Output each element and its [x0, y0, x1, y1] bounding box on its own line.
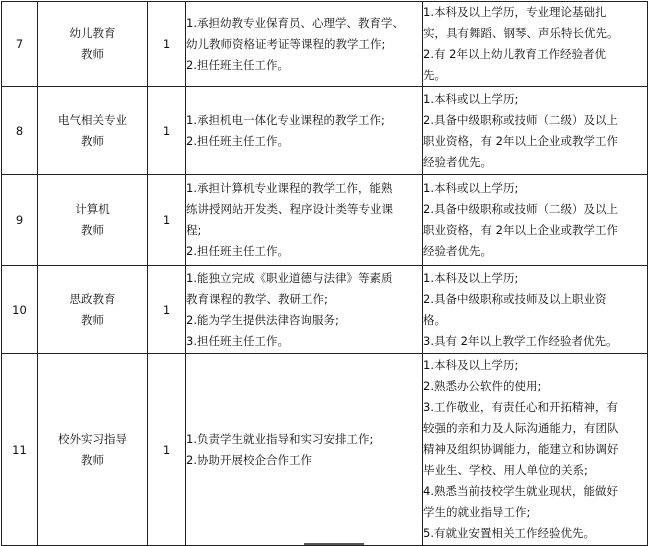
row-number: 10 [2, 266, 38, 354]
requirement-line: 经验者优先。 [423, 244, 492, 258]
requirement-line: 职业资格，有 2年以上企业或教学工作 [423, 133, 618, 148]
position-line: 教师 [81, 223, 104, 237]
duty-line: 1.承担机电一体化专业课程的教学工作; [186, 112, 385, 127]
requirement-line: 3.具有 2年以上教学工作经验者优先。 [423, 333, 618, 348]
duty-line: 练讲授网站开发类、程序设计类等专业课 [186, 202, 393, 216]
requirement-line: 实，具有舞蹈、钢琴、声乐特长优先。 [423, 26, 619, 40]
row-number: 9 [2, 175, 38, 266]
row-number: 7 [2, 2, 38, 87]
duty-line: 2.担任班主任工作。 [186, 244, 289, 258]
position-line: 教师 [81, 47, 104, 61]
position-line: 幼儿教育 [69, 26, 116, 40]
duty-line: 2.协助开展校企合作工作 [186, 452, 312, 467]
requirement-line: 格。 [423, 312, 446, 327]
job-requirements [423, 87, 648, 175]
requirement-line: 1.本科及以上学历，专业理论基础扎 [423, 5, 607, 19]
duty-line: 2.担任班主任工作。 [186, 133, 289, 148]
headcount: 1 [148, 2, 186, 87]
job-duties [186, 354, 423, 546]
requirement-line: 先。 [423, 68, 446, 82]
duty-line: 1.能独立完成《职业道德与法律》等素质 [186, 270, 393, 285]
requirement-line: 经验者优先。 [423, 154, 492, 169]
job-duties [186, 2, 423, 87]
job-requirements [423, 266, 648, 354]
position-name [38, 175, 148, 266]
table-body [2, 2, 648, 546]
requirement-line: 较强的亲和力及人际沟通能力，有团队 [423, 421, 619, 435]
position-name [38, 87, 148, 175]
headcount: 1 [148, 266, 186, 354]
duty-line: 程; [186, 223, 202, 237]
job-requirements [423, 2, 648, 87]
table-row [2, 354, 648, 546]
job-duties [186, 175, 423, 266]
requirement-line: 精神及组织协调能力，能建立和协调好 [423, 442, 619, 456]
page-bottom-mark [304, 543, 364, 545]
position-line: 教师 [81, 133, 104, 148]
position-line: 校外实习指导 [58, 431, 127, 446]
requirement-line: 职业资格，有 2年以上企业或教学工作 [423, 223, 618, 237]
headcount: 1 [148, 175, 186, 266]
job-duties [186, 87, 423, 175]
job-requirements [423, 354, 648, 546]
position-line: 电气相关专业 [58, 112, 127, 127]
position-name [38, 266, 148, 354]
headcount: 1 [148, 354, 186, 546]
requirement-line: 4.熟悉当前技校学生就业现状，能做好 [423, 484, 618, 498]
requirement-line: 1.本科或以上学历; [423, 181, 519, 195]
requirement-line: 2.有 2年以上幼儿教育工作经验者优 [423, 47, 606, 61]
job-requirements [423, 175, 648, 266]
position-name [38, 2, 148, 87]
requirement-line: 学生的就业指导工作; [423, 505, 531, 519]
requirement-line: 1.本科及以上学历; [423, 270, 519, 285]
requirement-line: 2.具备中级职称或技师（二级）及以上 [423, 112, 618, 127]
requirement-line: 2.熟悉办公软件的使用; [423, 379, 542, 393]
table-row [2, 266, 648, 354]
position-line: 教师 [81, 312, 104, 327]
position-line: 思政教育 [69, 291, 116, 306]
duty-line: 1.负责学生就业指导和实习安排工作; [186, 431, 374, 446]
duty-line: 2.担任班主任工作。 [186, 57, 289, 72]
position-name [38, 354, 148, 546]
requirement-line: 2.具备中级职称或技师（二级）及以上 [423, 202, 618, 216]
requirement-line: 毕业生、学校、用人单位的关系; [423, 463, 588, 477]
table-row [2, 175, 648, 266]
duty-line: 1.承担幼教专业保育员、心理学、教育学、 [186, 15, 404, 30]
headcount: 1 [148, 87, 186, 175]
position-line: 教师 [81, 452, 104, 467]
job-duties [186, 266, 423, 354]
recruitment-table [1, 1, 648, 546]
requirement-line: 5.有就业安置相关工作经验优先。 [423, 526, 595, 540]
duty-line: 幼儿教师资格证考证等课程的教学工作; [186, 36, 386, 51]
requirement-line: 1.本科或以上学历; [423, 91, 519, 106]
position-line: 计算机 [75, 202, 110, 216]
duty-line: 2.能为学生提供法律咨询服务; [186, 312, 339, 327]
table-row [2, 87, 648, 175]
duty-line: 1.承担计算机专业课程的教学工作，能熟 [186, 181, 393, 195]
row-number: 8 [2, 87, 38, 175]
row-number: 11 [2, 354, 38, 546]
requirement-line: 2.具备中级职称或技师及以上职业资 [423, 291, 607, 306]
duty-line: 3.担任班主任工作。 [186, 333, 289, 348]
duty-line: 教育课程的教学、教研工作; [186, 291, 328, 306]
requirement-line: 3.工作敬业，有责任心和开拓精神，有 [423, 400, 618, 414]
table-row [2, 2, 648, 87]
requirement-line: 1.本科及以上学历; [423, 358, 519, 372]
